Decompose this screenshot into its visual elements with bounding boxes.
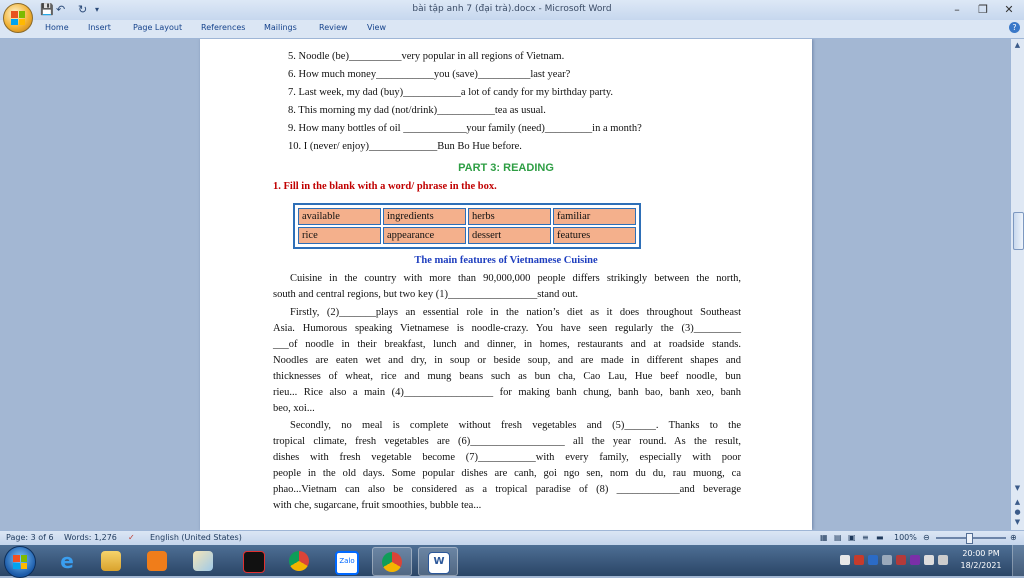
zoom-in-icon[interactable]: ⊕ — [1010, 533, 1017, 542]
clock-date: 18/2/2021 — [960, 561, 1002, 570]
zoom-slider-knob[interactable] — [966, 533, 973, 544]
office-button[interactable] — [3, 3, 33, 33]
tab-mailings[interactable]: Mailings — [264, 23, 297, 32]
part-heading: PART 3: READING — [458, 162, 554, 174]
draft-icon[interactable]: ▬ — [876, 533, 884, 542]
taskbar-zalo[interactable] — [326, 547, 364, 574]
restore-button[interactable]: ❐ — [978, 3, 988, 16]
customize-qat-icon[interactable]: ▾ — [95, 5, 100, 14]
word-box-cell: herbs — [468, 208, 551, 225]
tray-icon[interactable] — [882, 555, 892, 565]
prev-page-icon[interactable]: ▲ — [1014, 498, 1021, 506]
taskbar-garena[interactable] — [234, 547, 272, 574]
word-box — [293, 203, 641, 249]
scroll-down-icon[interactable]: ▼ — [1014, 484, 1021, 492]
word-box-cell: rice — [298, 227, 381, 244]
word-icon: W — [428, 552, 450, 574]
exercise-line: 6. How much money___________you (save)__________last year? — [288, 69, 571, 80]
chrome-icon — [382, 552, 402, 572]
exercise-line: 5. Noodle (be)__________very popular in all regions of Vietnam. — [288, 51, 565, 62]
taskbar-paint[interactable] — [184, 547, 222, 574]
taskbar-internet-explorer[interactable] — [48, 547, 86, 574]
print-layout-icon[interactable]: ▦ — [820, 533, 828, 542]
zoom-level[interactable]: 100% — [894, 533, 917, 542]
taskbar-chrome[interactable] — [280, 547, 318, 574]
passage-line: Secondly, no meal is complete without fresh vegetables and (5)______. Thanks to the — [290, 420, 741, 431]
office-logo-icon — [11, 11, 25, 25]
word-box-cell: ingredients — [383, 208, 466, 225]
tray-icon[interactable] — [910, 555, 920, 565]
passage-line: people in the old days. Some popular dishes are canh, goi ngo sen, nom du du, rau muong, ca — [273, 468, 741, 479]
title-bar — [0, 0, 1024, 20]
start-button[interactable] — [4, 546, 36, 578]
word-count[interactable]: Words: 1,276 — [64, 533, 117, 542]
scroll-thumb[interactable] — [1013, 212, 1024, 250]
word-box-cell: available — [298, 208, 381, 225]
minimize-button[interactable]: – — [954, 3, 960, 16]
tab-view[interactable]: View — [367, 23, 386, 32]
tray-icon[interactable] — [868, 555, 878, 565]
network-icon[interactable] — [924, 555, 934, 565]
clock-time: 20:00 PM — [962, 549, 1000, 558]
tab-page-layout[interactable]: Page Layout — [133, 23, 183, 32]
exercise-line: 7. Last week, my dad (buy)___________a lot of candy for my birthday party. — [288, 87, 614, 98]
passage-line: with che, sugarcane, fruit smoothies, bubble tea... — [273, 500, 482, 511]
redo-icon[interactable]: ↻ — [78, 3, 88, 16]
exercise-line: 9. How many bottles of oil ____________your family (need)_________in a month? — [288, 123, 642, 134]
tab-review[interactable]: Review — [319, 23, 348, 32]
full-screen-reading-icon[interactable]: ▤ — [834, 533, 842, 542]
select-browse-object-icon[interactable]: ● — [1014, 508, 1021, 516]
passage-line: Firstly, (2)_______plays an essential role in the nation’s diet as it does throughout Southeast — [290, 307, 741, 318]
system-clock[interactable] — [958, 548, 1004, 572]
save-icon[interactable]: 💾 — [40, 3, 54, 16]
document-page[interactable] — [200, 39, 812, 530]
instruction-text: 1. Fill in the blank with a word/ phrase in the box. — [273, 181, 497, 192]
help-icon[interactable]: ? — [1009, 22, 1020, 33]
scroll-up-icon[interactable]: ▲ — [1014, 41, 1021, 49]
word-box-cell: familiar — [553, 208, 636, 225]
taskbar-file-explorer[interactable] — [92, 547, 130, 574]
passage-line: Cuisine in the country with more than 90,000,000 people differs strikingly between the north, — [290, 273, 741, 284]
internet-explorer-icon: e — [60, 549, 74, 573]
paint-icon — [193, 551, 213, 571]
taskbar-chrome-2[interactable] — [372, 547, 412, 576]
taskbar-word[interactable] — [418, 547, 458, 576]
word-box-cell: dessert — [468, 227, 551, 244]
tab-home[interactable]: Home — [45, 23, 69, 32]
word-box-cell: features — [553, 227, 636, 244]
tray-icon[interactable] — [840, 555, 850, 565]
media-player-icon — [147, 551, 167, 571]
show-desktop-button[interactable] — [1012, 545, 1024, 576]
passage-line: tropical climate, fresh vegetables are (6)__________________ all the year round. As the result, — [273, 436, 741, 447]
folder-icon — [101, 551, 121, 571]
language-indicator[interactable]: English (United States) — [150, 533, 242, 542]
document-area — [0, 39, 1010, 530]
zoom-out-icon[interactable]: ⊖ — [923, 533, 930, 542]
passage-line: Noodles are eaten wet and dry, in soup or beside soup, and are made in different shapes and — [273, 355, 741, 366]
tray-icon[interactable] — [896, 555, 906, 565]
undo-icon[interactable]: ↶ — [56, 3, 66, 16]
tab-references[interactable]: References — [201, 23, 246, 32]
tab-insert[interactable]: Insert — [88, 23, 111, 32]
windows-logo-icon — [13, 555, 27, 569]
zalo-icon: Zalo — [335, 551, 359, 575]
word-box-cell: appearance — [383, 227, 466, 244]
passage-line: thicknesses of wheat, rice and mung beans such as bun cha, Cao Lau, Hue beef noodle, bun — [273, 371, 741, 382]
chrome-icon — [289, 551, 309, 571]
status-bar — [0, 530, 1024, 546]
passage-line: rieu... Rice also a main (4)_________________ for making banh chung, banh bao, banh xeo, banh — [273, 387, 741, 398]
passage-line: dishes with fresh vegetable become (7)___________with every family, especially with poor — [273, 452, 741, 463]
volume-icon[interactable] — [938, 555, 948, 565]
passage-line: ___of noodle in their breakfast, lunch and dinner, in homes, restaurants and at roadside stands. — [273, 339, 741, 350]
garena-icon — [243, 551, 265, 573]
page-indicator[interactable]: Page: 3 of 6 — [6, 533, 54, 542]
tray-icon[interactable] — [854, 555, 864, 565]
exercise-line: 10. I (never/ enjoy)_____________Bun Bo Hue before. — [288, 141, 522, 152]
taskbar — [0, 545, 1024, 576]
passage-line: south and central regions, but two key (1)_________________stand out. — [273, 289, 579, 300]
passage-line: beo, xoi... — [273, 403, 315, 414]
passage-line: Asia. Humorous speaking Vietnamese is noodle-crazy. You have seen regularly the (3)_________ — [273, 323, 741, 334]
taskbar-media-player[interactable] — [138, 547, 176, 574]
vertical-scrollbar[interactable] — [1010, 39, 1024, 530]
passage-line: phao...Vietnam can also be considered as a tropical paradise of (8) ____________and beverage — [273, 484, 741, 495]
proofing-icon[interactable]: ✓ — [128, 533, 135, 542]
outline-icon[interactable]: ≡ — [862, 533, 869, 542]
close-button[interactable]: ✕ — [1004, 3, 1014, 16]
next-page-icon[interactable]: ▼ — [1014, 518, 1021, 526]
ribbon-tabs — [0, 20, 1024, 39]
web-layout-icon[interactable]: ▣ — [848, 533, 856, 542]
passage-title: The main features of Vietnamese Cuisine — [414, 255, 598, 266]
window-title: bài tập anh 7 (đại trà).docx - Microsoft Word — [412, 4, 612, 14]
exercise-line: 8. This morning my dad (not/drink)___________tea as usual. — [288, 105, 546, 116]
